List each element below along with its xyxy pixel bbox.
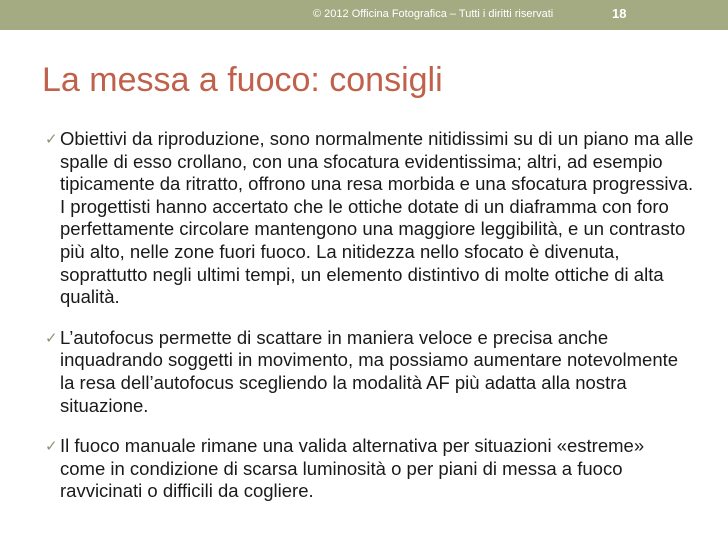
check-icon: ✓ [45,437,58,456]
bullet-item [44,128,694,309]
header-bar [0,0,728,30]
slide-title: La messa a fuoco: consigli [42,61,443,99]
bullet-text: Il fuoco manuale rimane una valida alternativa per situazioni «estreme» come in condizione di scarsa luminosità o per piani di messa a fuoco ravvicinati o difficili da cogliere. [60,435,645,502]
slide-number: 18 [612,6,627,21]
bullet-list [44,128,694,503]
copyright-notice: © 2012 Officina Fotografica – Tutti i diritti riservati [313,8,554,20]
bullet-item [44,327,694,417]
check-icon: ✓ [45,130,58,148]
check-icon: ✓ [45,328,58,347]
bullet-item [44,435,694,503]
bullet-text: L’autofocus permette di scattare in maniera veloce e precisa anche inquadrando soggetti in movimento, ma possiamo aumentare notevolmente la resa dell’autofocus scegliendo la modalità AF più adatta alla nostra situazione. [60,326,679,416]
bullet-text: Obiettivi da riproduzione, sono normalmente nitidissimi su di un piano ma alle spalle di esso crollano, con una sfocatura evidentissima; altri, ad esempio tipicamente da ritratto, offrono una resa morbida e una sfocatura progressiva. I progettisti hanno accertato che le ottiche dotate di un diaframma con foro perfettamente circolare mantengono una maggiore leggibilità, e un contrasto più alto, nelle zone fuori fuoco. La nitidezza nello sfocato è divenuta, soprattutto negli ultimi tempi, un elemento distintivo di molte ottiche di alta qualità. [60,128,694,308]
